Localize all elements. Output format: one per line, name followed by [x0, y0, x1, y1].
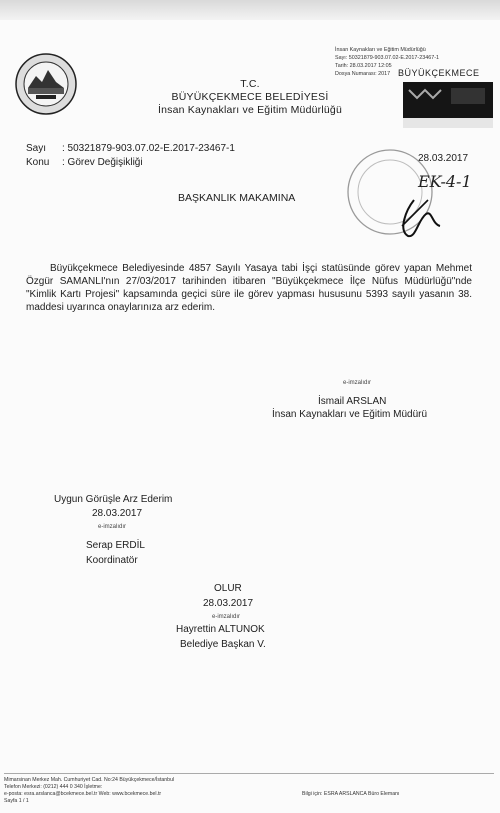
- konu-label: Konu: [26, 157, 50, 168]
- konu-value: : Görev Değişikliği: [62, 157, 143, 168]
- barcode-stamp-graphic: [403, 82, 493, 128]
- footer-divider: [4, 773, 494, 774]
- addressee: BAŞKANLIK MAKAMINA: [178, 192, 296, 204]
- signer1-name: İsmail ARSLAN: [318, 396, 387, 407]
- signer2-esign: e-imzalıdır: [98, 524, 127, 530]
- footer: [4, 777, 494, 805]
- header-department: İnsan Kaynakları ve Eğitim Müdürlüğü: [157, 104, 343, 116]
- footer-page: Sayfa 1 / 1: [4, 798, 29, 804]
- signer2-name: Serap ERDİL: [86, 540, 145, 551]
- signer3-name: Hayrettin ALTUNOK: [176, 624, 265, 635]
- sayi-label: Sayı: [26, 143, 47, 154]
- signer3-esign: e-imzalıdır: [212, 614, 241, 620]
- signer2-date: 28.03.2017: [92, 508, 143, 519]
- handwritten-annotation: EK-4-1: [418, 172, 472, 191]
- signer1-title: İnsan Kaynakları ve Eğitim Müdürü: [272, 409, 428, 420]
- scan-top-shadow: [0, 0, 500, 20]
- approval-olur: OLUR: [214, 583, 242, 594]
- footer-address: Mimarsinan Merkez Mah. Cumhuriyet Cad. No:24 Büyükçekmece/İstanbul: [4, 777, 175, 783]
- body-paragraph: Büyükçekmece Belediyesinde 4857 Sayılı Yasaya tabi İşçi statüsünde görev yapan Mehmet Özgür SAMANLI'nın 27/03/2017 tarihinden itibaren "Büyükçekmece İlçe Nüfus Müdürlüğü"nde "Kimlik Kartı Projesi" kapsamında geçici süre ile görev yapması hususunu 5393 sayılı yasanın 38. maddesi uyarınca onaylarınıza arz ederim.: [26, 263, 472, 313]
- sayi-value: : 50321879-903.07.02-E.2017-23467-1: [62, 143, 235, 154]
- signer2-title: Koordinatör: [86, 555, 138, 566]
- signer3-date: 28.03.2017: [203, 598, 254, 609]
- header-municipality: BÜYÜKÇEKMECE BELEDİYESİ: [171, 91, 329, 103]
- municipality-logo: [14, 52, 78, 116]
- stamp-brand: BÜYÜKÇEKMECE: [398, 68, 480, 78]
- registry-stamp: İnsan Kaynakları ve Eğitim Müdürlüğü Sayı: 50321879-903.07.02-E.2017-23467-1 Tarih: 28.03.2017 12:05 Dosya Numarası: 2017: [335, 47, 440, 77]
- signer3-title: Belediye Başkan V.: [180, 639, 266, 650]
- header-tc: T.C.: [240, 78, 260, 90]
- signer1-esign: e-imzalıdır: [343, 380, 372, 386]
- signer2-preface: Uygun Görüşle Arz Ederim: [54, 494, 173, 505]
- footer-phone: Telefon Merkezi: (0212) 444 0 340 İşletme:: [4, 784, 103, 790]
- footer-email: e-posta: esra.arslanca@bcekmece.bel.tr Web: www.bcekmece.bel.tr: [4, 791, 162, 797]
- document-date: 28.03.2017: [418, 153, 469, 164]
- footer-info: Bilgi için: ESRA ARSLANCA Büro Elemanı: [302, 791, 400, 797]
